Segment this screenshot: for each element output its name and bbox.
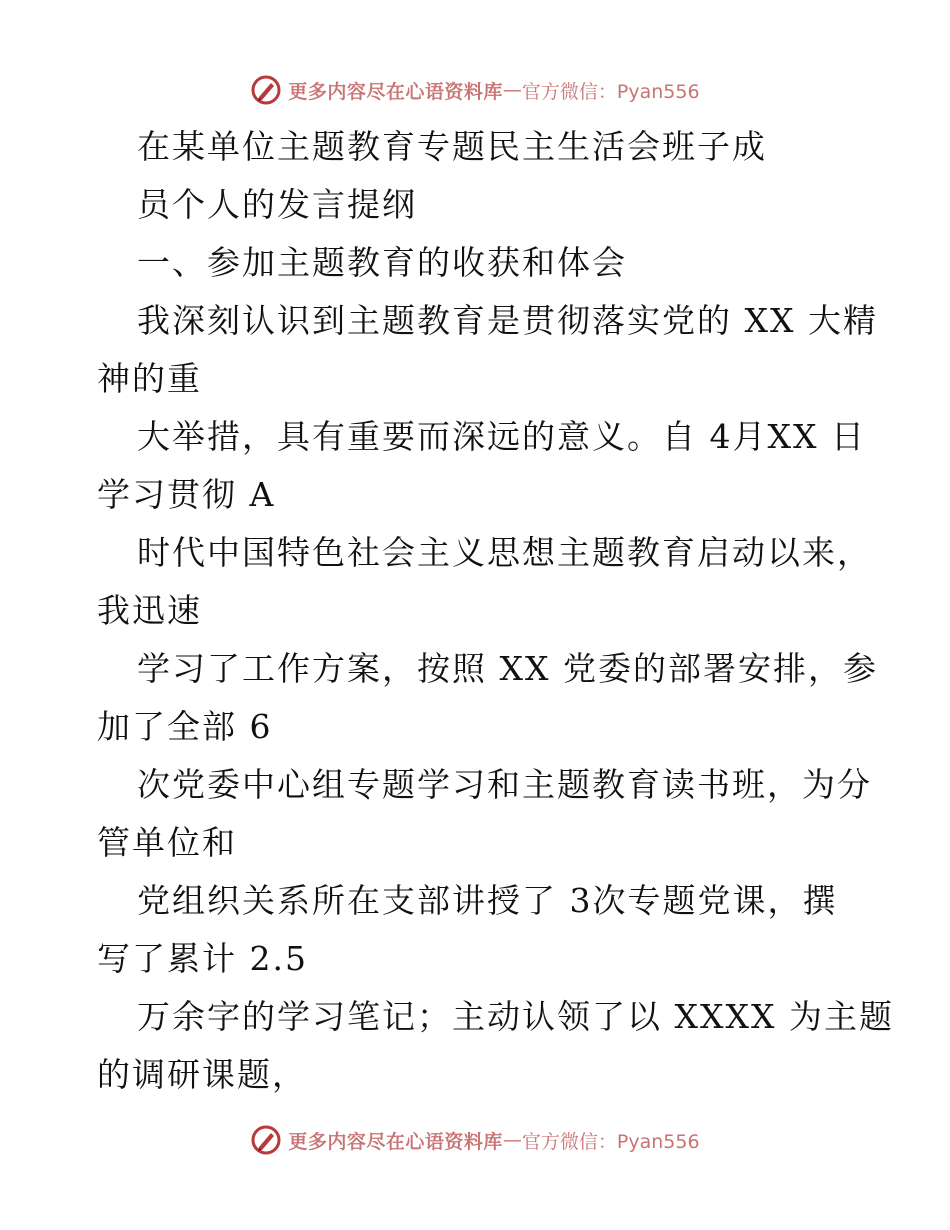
doc-line: 在某单位主题教育专题民主生活会班子成 <box>137 127 767 166</box>
pen-logo-icon <box>250 1124 282 1156</box>
watermark-main-text: 更多内容尽在心语资料库 <box>288 80 503 103</box>
doc-line: 一、参加主题教育的收获和体会 <box>137 243 627 282</box>
footer-watermark <box>0 1120 950 1160</box>
doc-line: 我迅速 <box>97 591 202 630</box>
doc-line: 大举措，具有重要而深远的意义。自 4月XX 日 <box>137 417 866 456</box>
doc-line: 学习贯彻 A <box>97 475 276 514</box>
doc-line: 管单位和 <box>97 823 237 862</box>
doc-line: 员个人的发言提纲 <box>137 185 417 224</box>
watermark-separator: — <box>502 1129 522 1151</box>
watermark-separator: — <box>502 79 522 101</box>
doc-line: 神的重 <box>97 359 202 398</box>
doc-line: 党组织关系所在支部讲授了 3次专题党课，撰 <box>137 881 838 920</box>
watermark-main-text: 更多内容尽在心语资料库 <box>288 1130 503 1153</box>
document-body <box>97 118 894 1104</box>
doc-line: 我深刻认识到主题教育是贯彻落实党的 XX 大精 <box>137 301 878 340</box>
doc-line: 学习了工作方案，按照 XX 党委的部署安排，参 <box>137 649 878 688</box>
doc-line: 写了累计 2.5 <box>97 939 308 978</box>
watermark-wechat-text: 官方微信：Pyan556 <box>521 1130 700 1153</box>
doc-line: 的调研课题， <box>97 1055 307 1094</box>
pen-logo-icon <box>250 74 282 106</box>
header-watermark <box>0 70 950 110</box>
doc-line: 万余字的学习笔记；主动认领了以 XXXX 为主题 <box>137 997 894 1036</box>
doc-line: 加了全部 6 <box>97 707 273 746</box>
doc-line: 时代中国特色社会主义思想主题教育启动以来， <box>137 533 872 572</box>
watermark-wechat-text: 官方微信：Pyan556 <box>521 80 700 103</box>
doc-line: 次党委中心组专题学习和主题教育读书班，为分 <box>137 765 872 804</box>
